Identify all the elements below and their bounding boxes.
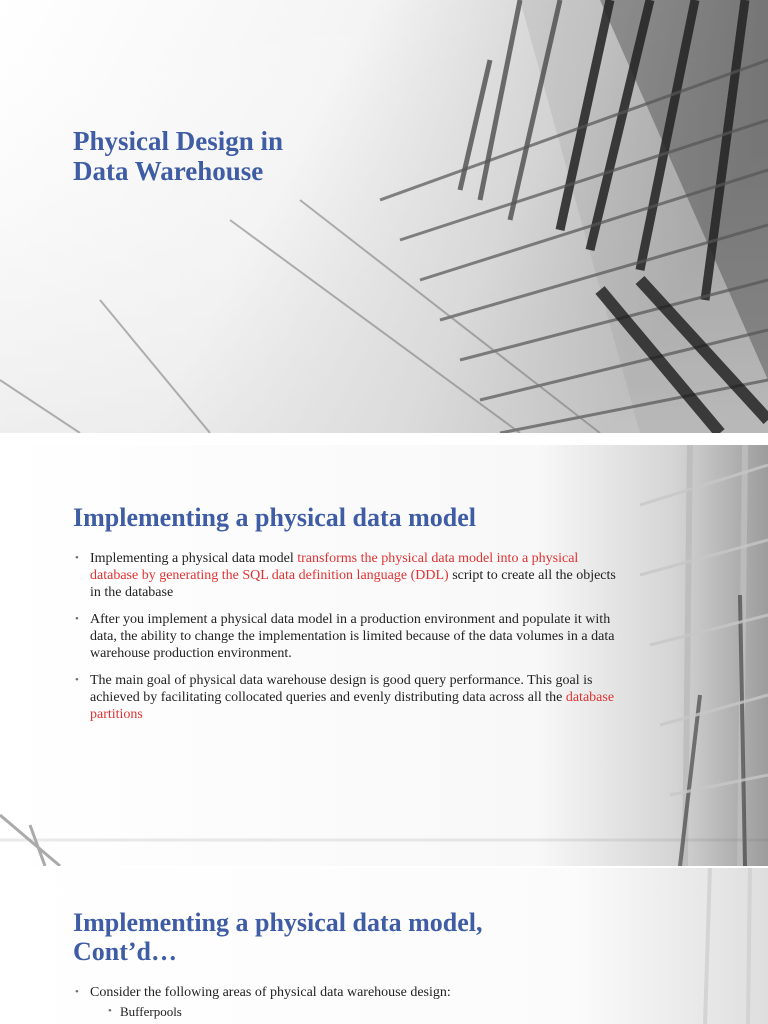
bullet-list [73, 550, 618, 733]
sub-bullet-item [106, 1003, 618, 1020]
slide-title: Implementing a physical data model [73, 503, 477, 532]
bullet-item [73, 611, 618, 662]
highlighted-text: transforms the physical data model into a physical database by generating the SQL data definition language (DDL) [90, 551, 579, 583]
title-line-1: Implementing a physical data model, [73, 908, 483, 937]
bullet-text: script to create all the objects in the database [90, 568, 616, 600]
slide-gap [0, 433, 768, 445]
highlighted-text: database partitions [90, 690, 615, 722]
bullet-text: Bufferpools [120, 1004, 182, 1019]
content-slide [0, 445, 768, 866]
bullet-text: Consider the following areas of physical data warehouse design: [90, 985, 451, 1000]
bullet-text: After you implement a physical data model in a production environment and populate it with data, the ability to change the implementation is limited because of the data volumes in a data warehouse production environment. [90, 612, 615, 661]
slide-title [73, 126, 373, 186]
slide-title [73, 908, 633, 966]
bullet-item [73, 984, 618, 1020]
bullet-item [73, 550, 618, 601]
sub-bullet-list [106, 1003, 618, 1020]
title-line-2: Data Warehouse [73, 156, 264, 187]
bullet-text: The main goal of physical data warehouse design is good query performance. This goal is achieved by facilitating collocated queries and evenly distributing data across all the [90, 673, 593, 705]
bullet-list [73, 984, 618, 1024]
title-line-1: Physical Design in [73, 126, 284, 156]
content-slide [0, 868, 768, 1024]
bullet-text: Implementing a physical data model [90, 551, 298, 566]
title-slide [0, 0, 768, 433]
title-line-2: Cont’d… [73, 937, 178, 967]
bullet-item [73, 672, 618, 723]
building-background-image [0, 0, 768, 433]
